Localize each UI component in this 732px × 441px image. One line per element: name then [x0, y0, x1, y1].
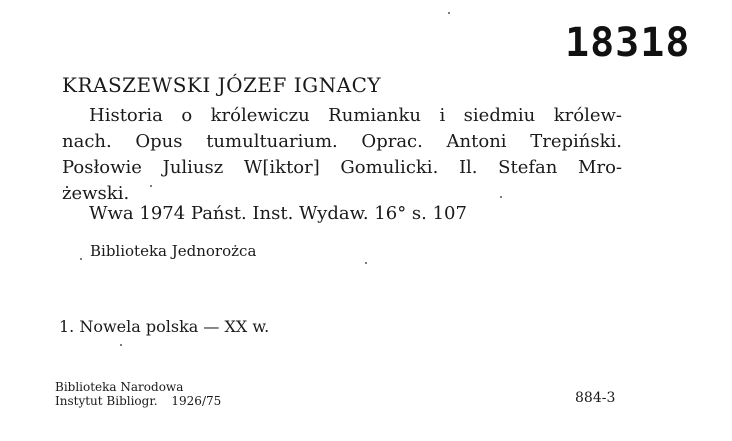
description-line: Historia o królewiczu Rumianku i siedmiu królew- — [89, 105, 622, 126]
series-note: Biblioteka Jednorożca — [90, 242, 257, 260]
print-speck — [120, 344, 122, 346]
card-number: 18318 — [565, 20, 691, 66]
print-speck — [500, 196, 502, 198]
institution-name: Biblioteka Narodowa — [55, 380, 184, 394]
institution-code: 1926/75 — [171, 394, 222, 408]
imprint: Wwa 1974 Państ. Inst. Wydaw. 16° s. 107 — [89, 203, 467, 224]
title-description — [62, 103, 622, 207]
description-line: Posłowie Juliusz W[iktor] Gomulicki. Il. Stefan Mro- — [62, 157, 622, 178]
author-heading: KRASZEWSKI JÓZEF IGNACY — [62, 73, 382, 97]
institution-imprint — [55, 380, 221, 408]
print-speck — [365, 262, 367, 264]
description-line: żewski. — [62, 183, 130, 204]
institution-department: Instytut Bibliogr. — [55, 394, 158, 408]
print-speck — [80, 258, 82, 260]
print-speck — [150, 185, 152, 187]
catalog-code: 884-3 — [575, 390, 616, 406]
subject-heading: 1. Nowela polska — XX w. — [59, 317, 270, 336]
print-speck — [448, 12, 450, 14]
description-line: nach. Opus tumultuarium. Oprac. Antoni Trepiński. — [62, 131, 622, 152]
